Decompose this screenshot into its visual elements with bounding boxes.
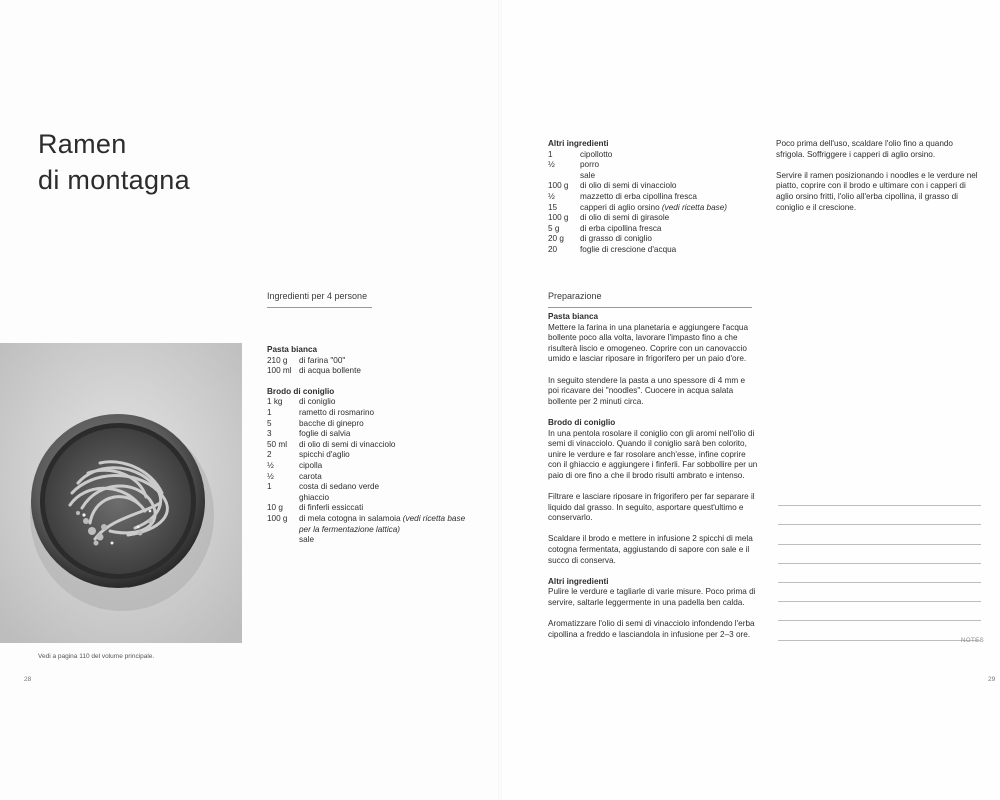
ingredient-name: cipolla [299, 460, 323, 470]
title-line-2: di montagna [38, 165, 190, 196]
preparazione-subheading: Pasta bianca [548, 312, 599, 321]
ingredient-row [548, 224, 748, 235]
notes-lines [778, 487, 981, 641]
ingredient-row [267, 419, 467, 430]
notes-line [778, 564, 981, 583]
ingredient-row [267, 461, 467, 472]
ingredient-name: di finferli essiccati [299, 503, 364, 513]
ingredient-row [267, 535, 467, 546]
preparazione-paragraph: In seguito stendere la pasta a uno spessore di 4 mm e poi ricavare dei "noodles". Cuocere in acqua salata bollente per 2 minuti circa. [548, 375, 746, 406]
preparazione-subheading: Altri ingredienti [548, 576, 609, 586]
notes-line [778, 506, 981, 525]
book-gutter [498, 0, 502, 800]
preparazione-paragraph: Pasta bianca Mettere la farina in una planetaria e aggiungere l'acqua bollente poco alla volta, lavorare l'impasto fino a che risulterà liscio e omogeneo. Coprire con un canovaccio umido e lasciar riposare in frigorifero per un paio d'ore. [548, 312, 758, 365]
ingredients-heading-rule [267, 307, 372, 308]
ingredient-note: (vedi ricetta base) [659, 202, 728, 212]
page-number-right: 29 [988, 676, 996, 683]
ingredient-row [267, 493, 467, 504]
ingredient-name: bacche di ginepro [299, 418, 364, 428]
notes-line [778, 583, 981, 602]
ingredient-quantity: 100 g [548, 181, 569, 191]
ingredient-row [267, 397, 467, 408]
ingredient-quantity: 1 [267, 407, 272, 417]
ingredient-quantity: 100 ml [267, 366, 292, 376]
ingredient-name: rametto di rosmarino [299, 407, 375, 417]
ingredient-row [548, 150, 748, 161]
notes-line [778, 525, 981, 544]
altri-ingredienti-column [548, 139, 748, 256]
ingredient-name: di erba cipollina fresca [580, 223, 662, 233]
ingredients-heading [267, 291, 372, 308]
ingredient-name: di farina "00" [299, 355, 346, 365]
ingredient-row [548, 234, 748, 245]
pasta-bianca-heading: Pasta bianca [267, 345, 318, 354]
ingredient-row [267, 366, 467, 377]
ramen-bowl-photo [0, 343, 242, 643]
photo-caption: Vedi a pagina 110 del volume principale. [38, 653, 155, 660]
ingredient-row [548, 171, 748, 182]
ingredient-quantity: 1 kg [267, 397, 283, 407]
notes-line [778, 602, 981, 621]
preparazione-heading-rule [548, 307, 752, 308]
ingredient-row [548, 181, 748, 192]
preparazione-paragraph: Altri ingredienti Pulire le verdure e tagliarle di varie misure. Poco prima di servire, saltarle leggermente in una padella ben calda. [548, 577, 758, 609]
ingredient-name: di coniglio [299, 397, 336, 407]
spacer [267, 377, 467, 387]
ingredient-name: carota [299, 471, 322, 481]
notes-line [778, 487, 981, 506]
ingredient-quantity: 3 [267, 429, 272, 439]
ingredient-name: di olio di semi di vinacciolo [580, 181, 677, 191]
ingredient-quantity: 210 g [267, 355, 288, 365]
ingredient-quantity: ½ [548, 160, 555, 170]
ingredient-quantity: ½ [548, 191, 555, 201]
ingredient-row [267, 356, 467, 367]
preparazione-paragraph: Scaldare il brodo e mettere in infusione 2 spicchi di mela cotogna fermentata, aggiustando di sapore con sale e il succo di conserva. [548, 534, 753, 565]
ingredient-row [548, 160, 748, 171]
ingredient-name: di mela cotogna in salamoia (vedi ricetta base per la fermentazione lattica) [299, 513, 466, 534]
ramen-bowl-illustration [0, 343, 242, 643]
ingredient-name: mazzetto di erba cipollina fresca [580, 191, 697, 201]
ingredient-quantity: 15 [548, 202, 558, 212]
brodo-heading: Brodo di coniglio [267, 386, 335, 396]
ingredient-name: sale [299, 535, 315, 545]
ingredient-quantity [548, 171, 580, 182]
right-paragraph: Servire il ramen posizionando i noodles e le verdure nel piatto, coprire con il brodo e ultimare con i capperi di aglio orsino fritti, l'olio all'erba cipollina, il grasso di coniglio e il crescione. [776, 170, 978, 212]
ingredient-quantity: ½ [267, 460, 274, 470]
ingredient-name: capperi di aglio orsino (vedi ricetta base) [580, 202, 728, 212]
ingredient-row [548, 213, 748, 224]
ingredient-name: costa di sedano verde [299, 482, 380, 492]
ingredient-name: ghiaccio [299, 492, 330, 502]
page-number-left: 28 [24, 676, 32, 683]
recipe-title [38, 126, 190, 198]
ingredient-quantity: 1 [267, 482, 272, 492]
notes-line [778, 621, 981, 640]
ingredient-quantity: 5 [267, 418, 272, 428]
ingredient-row [267, 472, 467, 483]
preparazione-subheading: Brodo di coniglio [548, 417, 616, 427]
ingredient-quantity: 10 g [267, 503, 283, 513]
ingredient-row [267, 429, 467, 440]
altri-list [548, 150, 748, 256]
ingredient-row [267, 450, 467, 461]
ingredient-name: porro [580, 160, 600, 170]
preparazione-text [548, 312, 758, 651]
ingredient-row [548, 192, 748, 203]
ingredients-left-column [267, 345, 467, 546]
pasta-bianca-list [267, 356, 467, 377]
ingredient-quantity [267, 535, 299, 546]
ingredient-name: di grasso di coniglio [580, 234, 652, 244]
ingredients-heading-text: Ingredienti per 4 persone [267, 291, 368, 301]
ingredient-note: (vedi ricetta base per la fermentazione lattica) [299, 513, 466, 534]
preparazione-paragraph: Aromatizzare l'olio di semi di vinacciolo infondendo l'erba cipollina a freddo e lasciandola in infusione per 2–3 ore. [548, 619, 755, 639]
brodo-list [267, 397, 467, 545]
ingredient-quantity: 20 g [548, 234, 564, 244]
ingredient-quantity: ½ [267, 471, 274, 481]
title-line-1: Ramen [38, 129, 127, 160]
preparazione-heading-text: Preparazione [548, 291, 602, 301]
ingredient-quantity: 1 [548, 149, 553, 159]
ingredient-quantity: 50 ml [267, 439, 288, 449]
right-paragraph: Poco prima dell'uso, scaldare l'olio fino a quando sfrigola. Soffriggere i capperi di aglio orsino. [776, 139, 953, 159]
ingredient-name: foglie di salvia [299, 429, 351, 439]
ingredient-row [267, 440, 467, 451]
right-column-text [776, 139, 981, 224]
preparazione-paragraph: Filtrare e lasciare riposare in frigorifero per far separare il liquido dal grasso. In seguito, asportare quest'ultimo e conservarlo. [548, 492, 755, 523]
ingredient-quantity: 5 g [548, 223, 560, 233]
ingredient-row [267, 514, 467, 535]
preparazione-paragraph: Brodo di coniglio In una pentola rosolare il coniglio con gli aromi nell'olio di semi di vinacciolo. Quando il coniglio sarà ben colorito, unire le verdure e far rosolare anch'esse, infine coprire con il ghiaccio e aggiungere i finferli. Far sobbollire per un paio di ore fino a che il brodo risulti ambrato e intenso. [548, 417, 758, 480]
ingredient-name: di acqua bollente [299, 366, 361, 376]
ingredient-quantity: 100 g [548, 213, 569, 223]
ingredient-quantity [267, 493, 299, 504]
ingredient-quantity: 100 g [267, 513, 288, 523]
ingredient-name: spicchi d'aglio [299, 450, 350, 460]
ingredient-quantity: 20 [548, 244, 558, 254]
ingredient-row [548, 203, 748, 214]
ingredient-row [267, 408, 467, 419]
ingredient-row [267, 503, 467, 514]
ingredient-name: foglie di crescione d'acqua [580, 244, 677, 254]
ingredient-quantity: 2 [267, 450, 272, 460]
ingredient-name: di olio di semi di vinacciolo [299, 439, 396, 449]
notes-line [778, 545, 981, 564]
preparazione-heading [548, 291, 752, 308]
ingredient-name: sale [580, 170, 596, 180]
notes-label: NOTES [961, 638, 985, 644]
ingredient-name: cipollotto [580, 149, 613, 159]
ingredient-row [267, 482, 467, 493]
ingredient-row [548, 245, 748, 256]
altri-heading: Altri ingredienti [548, 139, 609, 148]
ingredient-name: di olio di semi di girasole [580, 213, 670, 223]
